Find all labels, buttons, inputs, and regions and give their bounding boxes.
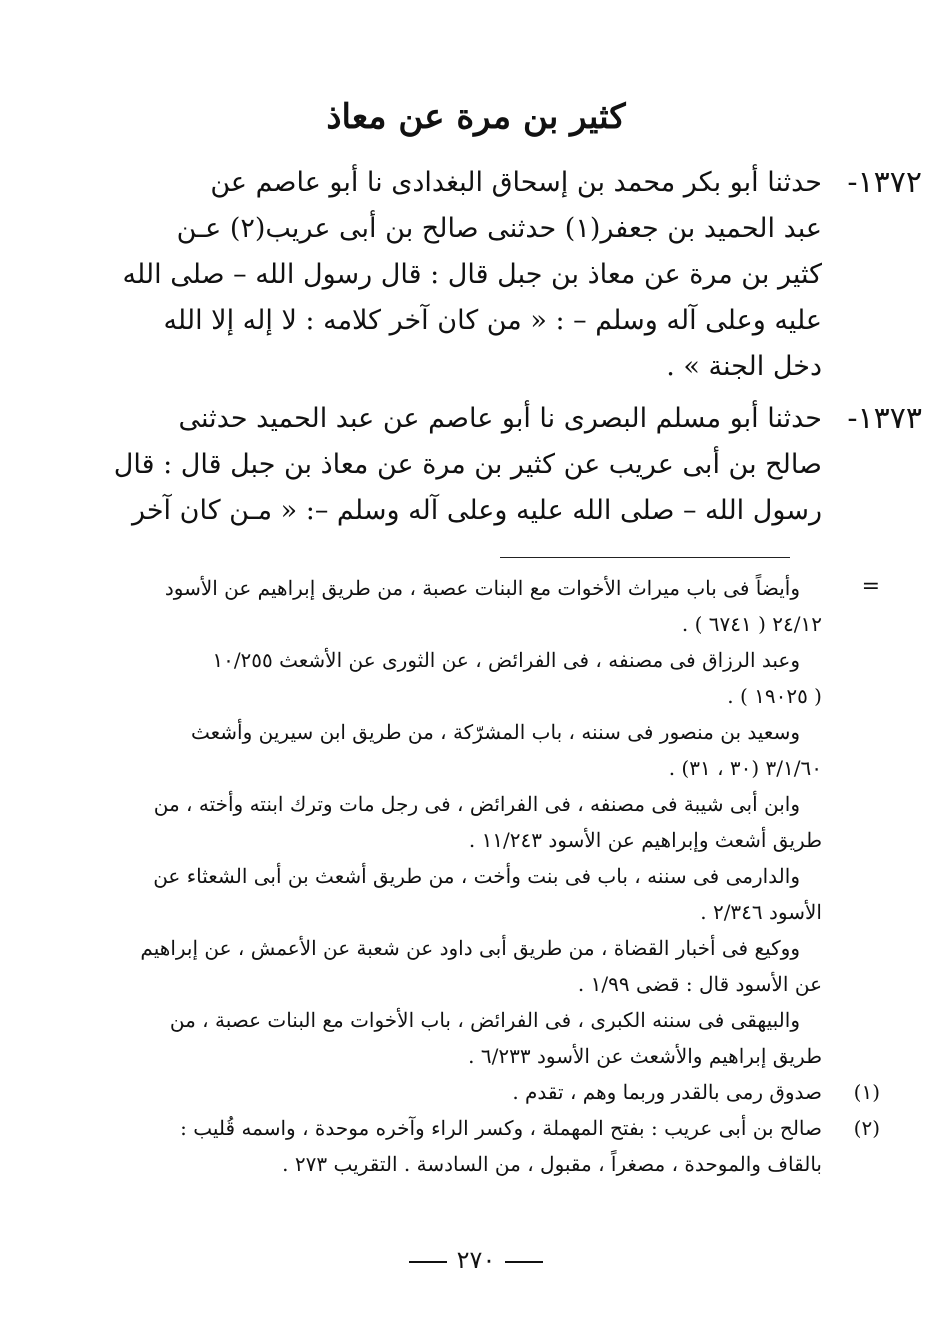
dash-right bbox=[409, 1261, 447, 1263]
footnote-paragraph bbox=[96, 786, 822, 858]
footnote-line: ٣/١/٦٠ (٣٠ ، ٣١) . bbox=[668, 756, 822, 780]
section-title: كثير بن مرة عن معاذ bbox=[326, 97, 626, 137]
hadith-line: حدثنا أبو مسلم البصرى نا أبو عاصم عن عبد الحميد حدثنى bbox=[178, 403, 822, 434]
footnote-line: ٢٤/١٢ ( ٦٧٤١ ) . bbox=[681, 612, 822, 636]
footnote-paragraph bbox=[96, 858, 822, 930]
hadith-number: ١٣٧٣- bbox=[847, 401, 922, 436]
footnote-paragraph bbox=[96, 714, 822, 786]
hadith-1373 bbox=[100, 396, 922, 534]
hadith-line: صالح بن أبى عريب عن كثير بن مرة عن معاذ بن جبل قال : قال bbox=[113, 449, 822, 480]
dash-left bbox=[505, 1261, 543, 1263]
footnote-paragraph bbox=[96, 642, 822, 714]
page-number-text: ٢٧٠ bbox=[456, 1246, 496, 1274]
footnote-line: وسعيد بن منصور فى سننه ، باب المشرّكة ، من طريق ابن سيرين وأشعث bbox=[191, 720, 800, 744]
footnote-line: والبيهقى فى سننه الكبرى ، فى الفرائض ، باب الأخوات مع البنات عصبة ، من bbox=[169, 1008, 800, 1032]
footnote-line: طريق أشعث وإبراهيم عن الأسود ١١/٢٤٣ . bbox=[468, 828, 822, 852]
footnote-paragraph bbox=[96, 1002, 822, 1074]
continuation-marker: = bbox=[861, 574, 880, 599]
footnote-line: ( ١٩٠٢٥ ) . bbox=[727, 684, 822, 708]
footnote-line: ووكيع فى أخبار القضاة ، من طريق أبى داود عن شعبة عن الأعمش ، عن إبراهيم bbox=[140, 936, 800, 960]
hadith-line: دخل الجنة » . bbox=[666, 351, 822, 382]
hadith-line: كثير بن مرة عن معاذ بن جبل قال : قال رسول الله – صلى الله bbox=[122, 259, 822, 290]
footnote-paragraph bbox=[96, 570, 822, 642]
hadith-line: عبد الحميد بن جعفر(١) حدثنى صالح بن أبى عريب(٢) عـن bbox=[176, 213, 822, 244]
footnote-line: والدارمى فى سننه ، باب فى بنت وأخت ، من طريق أشعث بن أبى الشعثاء عن bbox=[153, 864, 800, 888]
footnote-2 bbox=[96, 1110, 880, 1182]
footnote-1 bbox=[96, 1074, 880, 1110]
footnote-line: الأسود ٢/٣٤٦ . bbox=[700, 900, 822, 924]
footnote-marker: (١) bbox=[853, 1080, 880, 1104]
hadith-line: عليه وعلى آله وسلم – : « من كان آخر كلامه : لا إله إلا الله bbox=[163, 305, 822, 336]
footnote-line: وعبد الرزاق فى مصنفه ، فى الفرائض ، عن الثورى عن الأشعث ١٠/٢٥٥ bbox=[212, 648, 800, 672]
footnote-line: صدوق رمى بالقدر وربما وهم ، تقدم . bbox=[512, 1080, 822, 1104]
footnote-line: بالقاف والموحدة ، مصغراً ، مقبول ، من السادسة . التقريب ٢٧٣ . bbox=[282, 1152, 822, 1176]
footnote-line: وأيضاً فى باب ميراث الأخوات مع البنات عصبة ، من طريق إبراهيم عن الأسود bbox=[164, 576, 800, 600]
footnote-paragraph bbox=[96, 930, 822, 1002]
footnote-line: صالح بن أبى عريب : بفتح المهملة ، وكسر الراء وآخره موحدة ، واسمه قُليب : bbox=[180, 1116, 822, 1140]
hadith-line: رسول الله – صلى الله عليه وعلى آله وسلم –: « مـن كان آخر bbox=[131, 495, 822, 526]
hadith-line: حدثنا أبو بكر محمد بن إسحاق البغدادى نا أبو عاصم عن bbox=[210, 167, 822, 198]
footnote-line: عن الأسود قال : قضى ١/٩٩ . bbox=[577, 972, 822, 996]
footnote-marker: (٢) bbox=[853, 1116, 880, 1140]
footnotes bbox=[96, 570, 880, 1182]
hadith-number: ١٣٧٢- bbox=[847, 165, 922, 200]
footnote-line: وابن أبى شيبة فى مصنفه ، فى الفرائض ، فى رجل مات وترك ابنته وأخته ، من bbox=[153, 792, 800, 816]
page-number bbox=[0, 1240, 952, 1280]
hadith-1372 bbox=[100, 160, 922, 390]
footnote-line: طريق إبراهيم والأشعث عن الأسود ٦/٢٣٣ . bbox=[468, 1044, 822, 1068]
footnote-divider bbox=[500, 557, 790, 558]
